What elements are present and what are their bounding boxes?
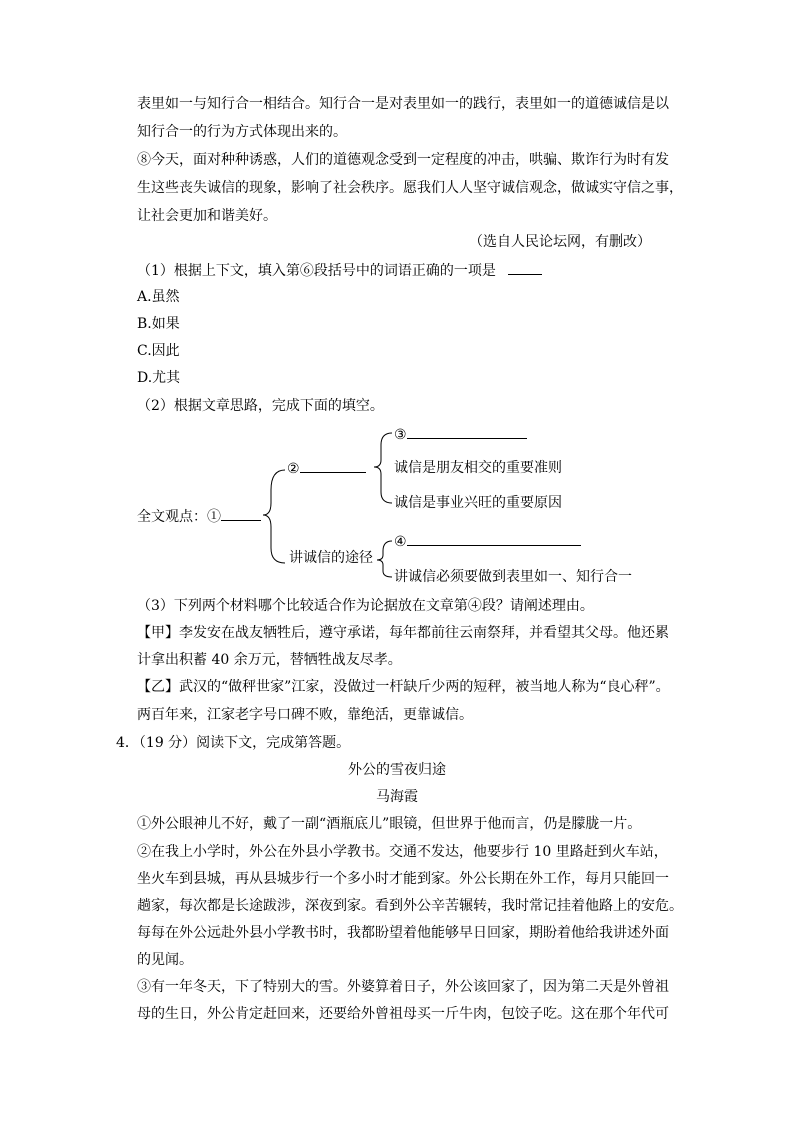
mindmap-branch-bottom: 讲诚信的途径 <box>289 550 373 566</box>
answer-blank-3[interactable] <box>407 424 527 439</box>
root-brace <box>263 470 285 563</box>
leaf3-label: ③ <box>394 427 407 443</box>
upper-brace <box>374 433 392 503</box>
q3-yi-line: 【乙】武汉的“做秤世家”江家，没做过一杆缺斤少两的短秤，被当地人称为“良心秤”。 <box>137 679 670 695</box>
mindmap-root <box>137 506 261 527</box>
mindmap-leaf-b: 诚信是事业兴旺的重要原因 <box>394 495 562 511</box>
passage-line: 生这些丧失诚信的现象，影响了社会秩序。愿我们人人坚守诚信观念，做诚实守信之事， <box>137 180 683 196</box>
q4-line: 每每在外公远赴外县小学教书时，我都盼望着他能够早日回家，期盼着他给我讲述外面 <box>137 925 669 941</box>
q1-option-c: C.因此 <box>137 343 180 359</box>
q4-line: ③有一年冬天，下了特别大的雪。外婆算着日子，外公该回家了，因为第二天是外曾祖 <box>137 979 669 995</box>
q1-option-b: B.如果 <box>137 316 180 332</box>
q1-prompt-text: （1）根据上下文，填入第⑥段括号中的词语正确的一项是 <box>137 263 496 279</box>
q4-line: ②在我上小学时，外公在外县小学教书。交通不发达，他要步行 10 里路赶到火车站， <box>137 844 668 860</box>
q1-option-d: D.尤其 <box>137 370 181 386</box>
mindmap-leaf-c: 讲诚信必须要做到表里如一、知行合一 <box>394 569 632 585</box>
q3-jia-line: 【甲】李发安在战友牺牲后，遵守承诺，每年都前往云南祭拜，并看望其父母。他还累 <box>137 625 669 641</box>
answer-blank-2[interactable] <box>300 458 366 473</box>
mindmap-leaf-a: 诚信是朋友相交的重要准则 <box>394 460 562 476</box>
q4-author: 马海霞 <box>376 789 418 805</box>
passage-line: 让社会更加和谐美好。 <box>137 208 277 224</box>
q3-yi-line: 两百年来，江家老字号口碑不败，靠绝活，更靠诚信。 <box>137 707 473 723</box>
q3-prompt: （3）下列两个材料哪个比较适合作为论据放在文章第④段？请阐述理由。 <box>137 598 594 614</box>
q4-header: 4．（19 分）阅读下文，完成第答题。 <box>116 735 351 751</box>
q4-title: 外公的雪夜归途 <box>348 762 446 778</box>
passage-line: 知行合一的行为方式体现出来的。 <box>137 124 347 140</box>
q3-jia-line: 计拿出积蓄 40 余万元，替牺牲战友尽孝。 <box>137 652 402 668</box>
q4-line: 坐火车到县城，再从县城步行一个多小时才能到家。外公长期在外工作，每月只能回一 <box>137 871 669 887</box>
q4-line: 的见闻。 <box>137 952 193 968</box>
q4-line: ①外公眼神儿不好，戴了一副“酒瓶底儿”眼镜，但世界于他而言，仍是朦胧一片。 <box>137 816 642 832</box>
passage-source: （选自人民论坛网，有删改） <box>469 234 651 250</box>
q4-line: 趟家，每次都是长途跋涉，深夜到家。看到外公辛苦辗转，我时常记挂着他路上的安危。 <box>137 898 683 914</box>
leaf4-label: ④ <box>394 534 407 550</box>
mindmap-leaf-3 <box>394 424 527 445</box>
mindmap-leaf-4 <box>394 531 581 552</box>
q4-line: 母的生日，外公肯定赶回来，还要给外曾祖母买一斤牛肉，包饺子吃。这在那个年代可 <box>137 1006 669 1022</box>
mindmap-branch-top <box>287 458 366 479</box>
passage-line: 表里如一与知行合一相结合。知行合一是对表里如一的践行，表里如一的道德诚信是以 <box>137 96 669 112</box>
answer-blank-1[interactable] <box>221 506 261 521</box>
passage-line: ⑧今天，面对种种诱惑，人们的道德观念受到一定程度的冲击，哄骗、欺诈行为时有发 <box>137 152 669 168</box>
q2-prompt: （2）根据文章思路，完成下面的填空。 <box>137 398 384 414</box>
q1-option-a: A.虽然 <box>137 289 180 305</box>
branch-top-label: ② <box>287 461 300 477</box>
answer-blank-4[interactable] <box>407 531 581 546</box>
lower-brace <box>377 541 392 577</box>
root-label: 全文观点：① <box>137 509 221 525</box>
